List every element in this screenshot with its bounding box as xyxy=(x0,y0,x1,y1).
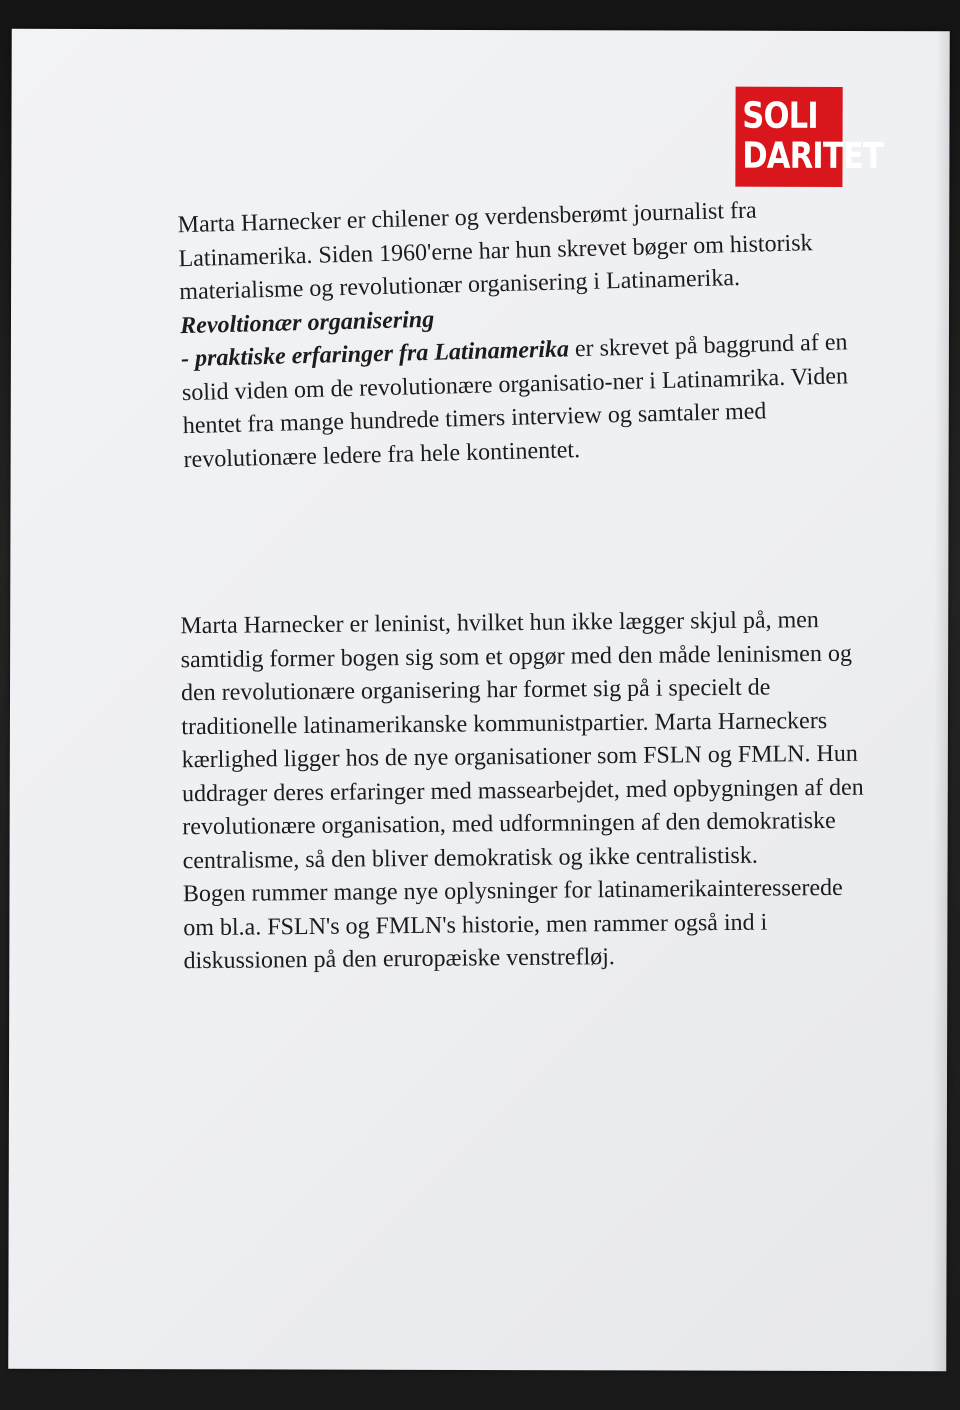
book-title-line-2: - praktiske erfaringer fra Latinamerika xyxy=(180,336,570,373)
intro-block xyxy=(177,192,874,510)
book-title-line-1: Revoltionær organisering xyxy=(179,306,435,339)
body-block xyxy=(180,604,874,979)
solidaritet-logo xyxy=(735,87,884,187)
body-paragraph-2: Bogen rummer mange nye oplysninger for latinamerikainteresserede om bl.a. FSLN's og FMLN's historie, men rammer også ind i diskussionen på den eruropæiske venstrefløj. xyxy=(182,874,843,975)
book-back-cover xyxy=(8,29,950,1371)
body-paragraph-1: Marta Harnecker er leninist, hvilket hun ikke lægger skjul på, men samtidig former bogen sig som et opgør med den måde leninismen og den revolutionære organisering har formet sig på i specielt de traditionelle latinamerikanske kommunistpartier. Marta Harneckers kærlighed ligger hos de nye organisationer som FSLN og FMLN. Hun uddrager deres erfaringer med massearbejdet, med opbygningen af den revolutionære organisation, med udformningen af den demokratiske centralisme, så den bliver demokratisk og ikke centralistisk. xyxy=(180,607,864,874)
intro-description: er skrevet på baggrund af en solid viden om de revolutionære organisatio-ner i Latinamrika. Viden hentet fra mange hundrede timers interview og samtaler med revolutionære ledere fra hele kontinentet. xyxy=(181,329,849,473)
intro-sentences: Marta Harnecker er chilener og verdensberømt journalist fra Latinamerika. Siden 1960'erne har hun skrevet bøger om historisk materialisme og revolutionær organisering i Latinamerika. xyxy=(177,197,813,306)
intro-paragraph xyxy=(177,192,874,477)
logo-line-2: DARITET xyxy=(742,135,884,178)
logo-line-1: SOLI xyxy=(742,95,818,137)
